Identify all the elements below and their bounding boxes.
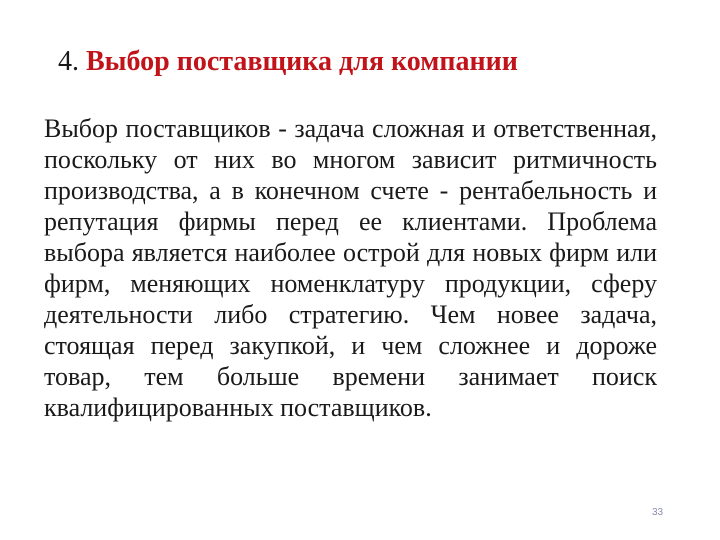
title-text: Выбор поставщика для компании (86, 46, 518, 77)
slide-title (58, 44, 678, 80)
body-paragraph: Выбор поставщиков - задача сложная и ответственная, поскольку от них во многом зависит ритмичность производства, а в конечном счете - рентабельность и репутация фирмы перед ее клиентами. Проблема выбора является наиболее острой для новых фирм или фирм, меняющих номенклатуру продукции, сферу деятельности либо стратегию. Чем новее задача, стоящая перед закупкой, и чем сложнее и дороже товар, тем больше времени занимает поиск квалифицированных поставщиков. (44, 114, 657, 422)
page-number: 33 (652, 507, 664, 518)
title-number: 4. (58, 46, 86, 77)
